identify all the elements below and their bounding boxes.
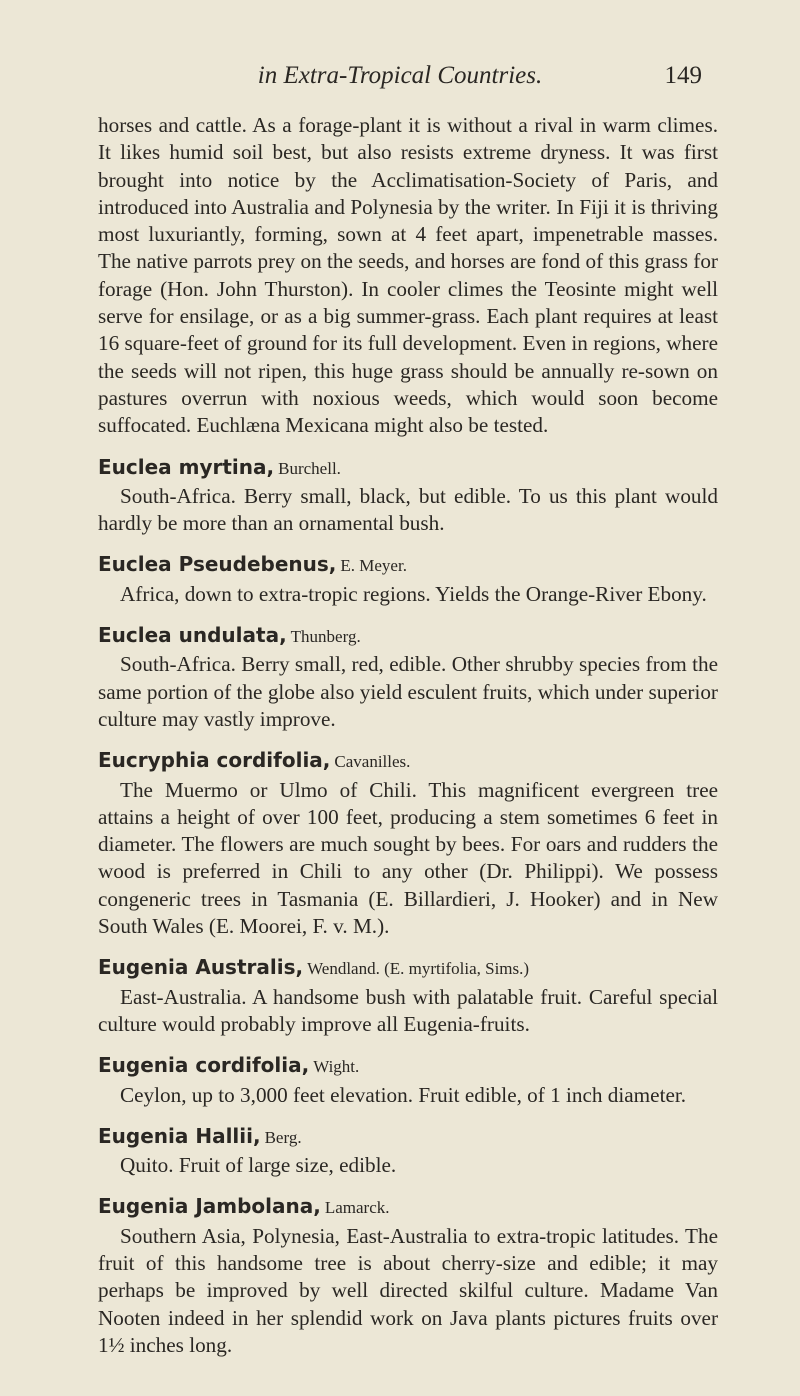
species-name: Eugenia cordifolia,	[98, 1053, 310, 1078]
entry-description: South-Africa. Berry small, black, but edible. To us this plant would hardly be more than an ornamental bush.	[98, 483, 718, 536]
species-authority: Berg.	[264, 1127, 302, 1147]
entry-heading	[98, 954, 718, 983]
entry-description: South-Africa. Berry small, red, edible. Other shrubby species from the same portion of the globe also yield esculent fruits, which under superior culture may vastly improve.	[98, 652, 718, 731]
species-name: Euclea undulata,	[98, 623, 287, 648]
running-title: in Extra-Tropical Countries.	[257, 62, 543, 89]
entry-heading	[98, 1193, 718, 1222]
entry-eugenia-cordifolia	[98, 1052, 718, 1109]
entry-heading	[98, 1123, 718, 1152]
entry-heading	[98, 747, 718, 776]
species-name: Eugenia Jambolana,	[98, 1194, 321, 1219]
species-name: Eugenia Hallii,	[98, 1123, 261, 1148]
species-authority: Cavanilles.	[334, 752, 411, 772]
species-name: Eugenia Australis,	[98, 955, 304, 980]
species-authority: Burchell.	[278, 458, 341, 478]
entry-heading	[98, 622, 718, 651]
page-number: 149	[664, 62, 702, 89]
entry-description: The Muermo or Ulmo of Chili. This magnificent evergreen tree attains a height of over 100 feet, producing a stem sometimes 6 feet in diameter. The flowers are much sought by bees. For oars and rudders the wood is preferred in Chili to any other (Dr. Philippi). We possess congeneric trees in Tasmania (E. Billardieri, J. Hooker) and in New South Wales (E. Moorei, F. v. M.).	[98, 777, 718, 939]
entry-heading	[98, 1052, 718, 1081]
species-name: Euclea myrtina,	[98, 454, 275, 479]
species-authority: Lamarck.	[324, 1198, 390, 1218]
entry-description: Southern Asia, Polynesia, East-Australia to extra-tropic latitudes. The fruit of this handsome tree is about cherry-size and edible; it may perhaps be improved by well directed skilful culture. Madame Van Nooten indeed in her splendid work on Java plants pictures fruits over 1½ inches long.	[98, 1223, 718, 1357]
entry-description: Africa, down to extra-tropic regions. Yields the Orange-River Ebony.	[120, 581, 707, 606]
species-authority: Thunberg.	[290, 627, 361, 647]
entry-description: East-Australia. A handsome bush with palatable fruit. Careful special culture would probably improve all Eugenia-fruits.	[98, 984, 718, 1036]
page-body	[98, 112, 718, 1359]
entry-description: Ceylon, up to 3,000 feet elevation. Fruit edible, of 1 inch diameter.	[120, 1082, 687, 1107]
entry-euclea-undulata	[98, 622, 718, 733]
species-authority: Wendland. (E. myrtifolia, Sims.)	[307, 959, 530, 979]
entry-eugenia-jambolana	[98, 1193, 718, 1359]
entry-euclea-myrtina	[98, 454, 718, 538]
entry-eugenia-australis	[98, 954, 718, 1038]
entry-eucryphia-cordifolia	[98, 747, 718, 940]
intro-paragraph: horses and cattle. As a forage-plant it is without a rival in warm climes. It likes humid soil best, but also resists extreme dryness. It was first brought into notice by the Acclimatisation-Society of Paris, and introduced into Australia and Polynesia by the writer. In Fiji it is thriving most luxuriantly, forming, sown at 4 feet apart, impenetrable masses. The native parrots prey on the seeds, and horses are fond of this grass for forage (Hon. John Thurston). In cooler climes the Teosinte might well serve for ensilage, or as a big summer-grass. Each plant requires at least 16 square-feet of ground for its full development. Even in regions, where the seeds will not ripen, this huge grass should be annually re-sown on pastures overrun with noxious weeds, which would soon become suffocated. Euchlæna Mexicana might also be tested.	[98, 113, 718, 438]
entry-heading	[98, 551, 718, 580]
entry-eugenia-hallii	[98, 1123, 718, 1180]
entry-description: Quito. Fruit of large size, edible.	[120, 1153, 397, 1178]
species-name: Euclea Pseudebenus,	[98, 552, 337, 577]
species-authority: E. Meyer.	[340, 556, 407, 576]
entry-heading	[98, 454, 718, 483]
species-authority: Wight.	[313, 1057, 360, 1077]
species-name: Eucryphia cordifolia,	[98, 748, 331, 773]
entry-euclea-pseudebenus	[98, 551, 718, 608]
